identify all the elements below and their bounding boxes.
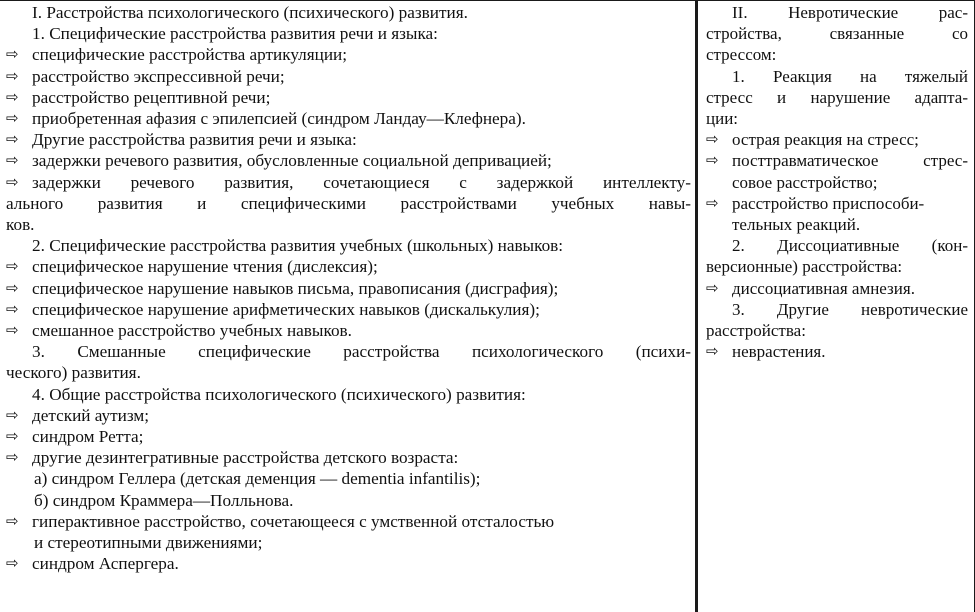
list-item: ⇨ задержки речевого развития, сочетающиеся с задержкой интеллекту- xyxy=(6,172,691,192)
list-item: ⇨ специфические расстройства артикуляции; xyxy=(6,45,348,65)
sub-item-a: а) синдром Геллера (детская деменция — dementia infantilis); xyxy=(34,469,481,489)
list-item: ⇨ специфическое нарушение арифметических навыков (дискалькулия); xyxy=(6,299,540,319)
list-item: ⇨ острая реакция на стресс; xyxy=(706,130,919,150)
left-column xyxy=(0,1,697,612)
arrow-right-icon: ⇨ xyxy=(6,554,19,573)
arrow-right-icon: ⇨ xyxy=(6,299,19,318)
right-column xyxy=(697,1,975,612)
arrow-right-icon: ⇨ xyxy=(6,151,19,170)
list-item-continuation: и стереотипными движениями; xyxy=(34,533,263,553)
list-item: ⇨ синдром Аспергера. xyxy=(6,554,179,574)
arrow-right-icon: ⇨ xyxy=(706,278,719,297)
list-item: ⇨ синдром Ретта; xyxy=(6,427,144,447)
right-heading-1-continuation: ции: xyxy=(706,109,739,129)
right-heading-2-continuation: версионные) расстройства: xyxy=(706,257,903,277)
right-heading-1-continuation: стресс и нарушение адапта- xyxy=(706,87,968,107)
list-item: ⇨ расстройство приспособи- xyxy=(706,193,925,213)
list-item-continuation: ального развития и специфическими расстройствами учебных навы- xyxy=(6,193,691,213)
list-item: ⇨ смешанное расстройство учебных навыков. xyxy=(6,321,352,341)
list-item: ⇨ посттравматическое стрес- xyxy=(706,151,968,171)
section-title-ii: II. Невротические рас- xyxy=(732,3,968,22)
sub-item-b: б) синдром Краммера—Полльнова. xyxy=(34,490,294,510)
list-item-continuation: ков. xyxy=(6,215,35,235)
arrow-right-icon: ⇨ xyxy=(6,45,19,64)
right-heading-3-continuation: расстройства: xyxy=(706,321,806,341)
arrow-right-icon: ⇨ xyxy=(706,151,719,170)
list-item-continuation: тельных реакций. xyxy=(732,215,861,235)
arrow-right-icon: ⇨ xyxy=(706,130,719,149)
arrow-right-icon: ⇨ xyxy=(706,193,719,212)
heading-1: 1. Специфические расстройства развития речи и языка: xyxy=(32,24,438,44)
section-title-i: I. Расстройства психологического (психического) развития. xyxy=(32,3,468,22)
arrow-right-icon: ⇨ xyxy=(6,278,19,297)
list-item: ⇨ специфическое нарушение чтения (дислексия); xyxy=(6,257,378,277)
list-item: ⇨ детский аутизм; xyxy=(6,405,150,425)
heading-3-continuation: ческого) развития. xyxy=(6,363,141,383)
arrow-right-icon: ⇨ xyxy=(6,511,19,530)
section-title-ii-continuation: стройства, связанные со xyxy=(706,24,968,44)
arrow-right-icon: ⇨ xyxy=(6,130,19,149)
arrow-right-icon: ⇨ xyxy=(6,448,19,467)
arrow-right-icon: ⇨ xyxy=(6,109,19,128)
arrow-right-icon: ⇨ xyxy=(6,321,19,340)
list-item: ⇨ специфическое нарушение навыков письма, правописания (дисграфия); xyxy=(6,278,559,298)
arrow-right-icon: ⇨ xyxy=(6,87,19,106)
arrow-right-icon: ⇨ xyxy=(6,257,19,276)
arrow-right-icon: ⇨ xyxy=(6,405,19,424)
list-item: ⇨ диссоциативная амнезия. xyxy=(706,278,915,298)
list-item: ⇨ приобретенная афазия с эпилепсией (синдром Ландау—Клефнера). xyxy=(6,109,526,129)
list-item: ⇨ неврастения. xyxy=(706,342,826,362)
list-item: ⇨ другие дезинтегративные расстройства детского возраста: xyxy=(6,448,459,468)
arrow-right-icon: ⇨ xyxy=(6,172,19,191)
right-heading-3: 3. Другие невротические xyxy=(732,299,968,319)
heading-3: 3. Смешанные специфические расстройства психологического (психи- xyxy=(32,342,691,362)
arrow-right-icon: ⇨ xyxy=(6,66,19,85)
arrow-right-icon: ⇨ xyxy=(6,427,19,446)
arrow-right-icon: ⇨ xyxy=(706,342,719,361)
list-item: ⇨ расстройство экспрессивной речи; xyxy=(6,66,285,86)
list-item: ⇨ расстройство рецептивной речи; xyxy=(6,87,271,107)
heading-4: 4. Общие расстройства психологического (психического) развития: xyxy=(32,384,526,404)
right-heading-1: 1. Реакция на тяжелый xyxy=(732,66,968,86)
section-title-ii-continuation: стрессом: xyxy=(706,45,777,65)
heading-2: 2. Специфические расстройства развития учебных (школьных) навыков: xyxy=(32,236,564,256)
list-item: ⇨ задержки речевого развития, обусловленные социальной депривацией; xyxy=(6,151,552,171)
list-item-continuation: совое расстройство; xyxy=(732,172,878,192)
list-item: ⇨ гиперактивное расстройство, сочетающееся с умственной отсталостью xyxy=(6,511,555,531)
list-item: ⇨ Другие расстройства развития речи и языка: xyxy=(6,130,357,150)
right-heading-2: 2. Диссоциативные (кон- xyxy=(732,236,968,256)
